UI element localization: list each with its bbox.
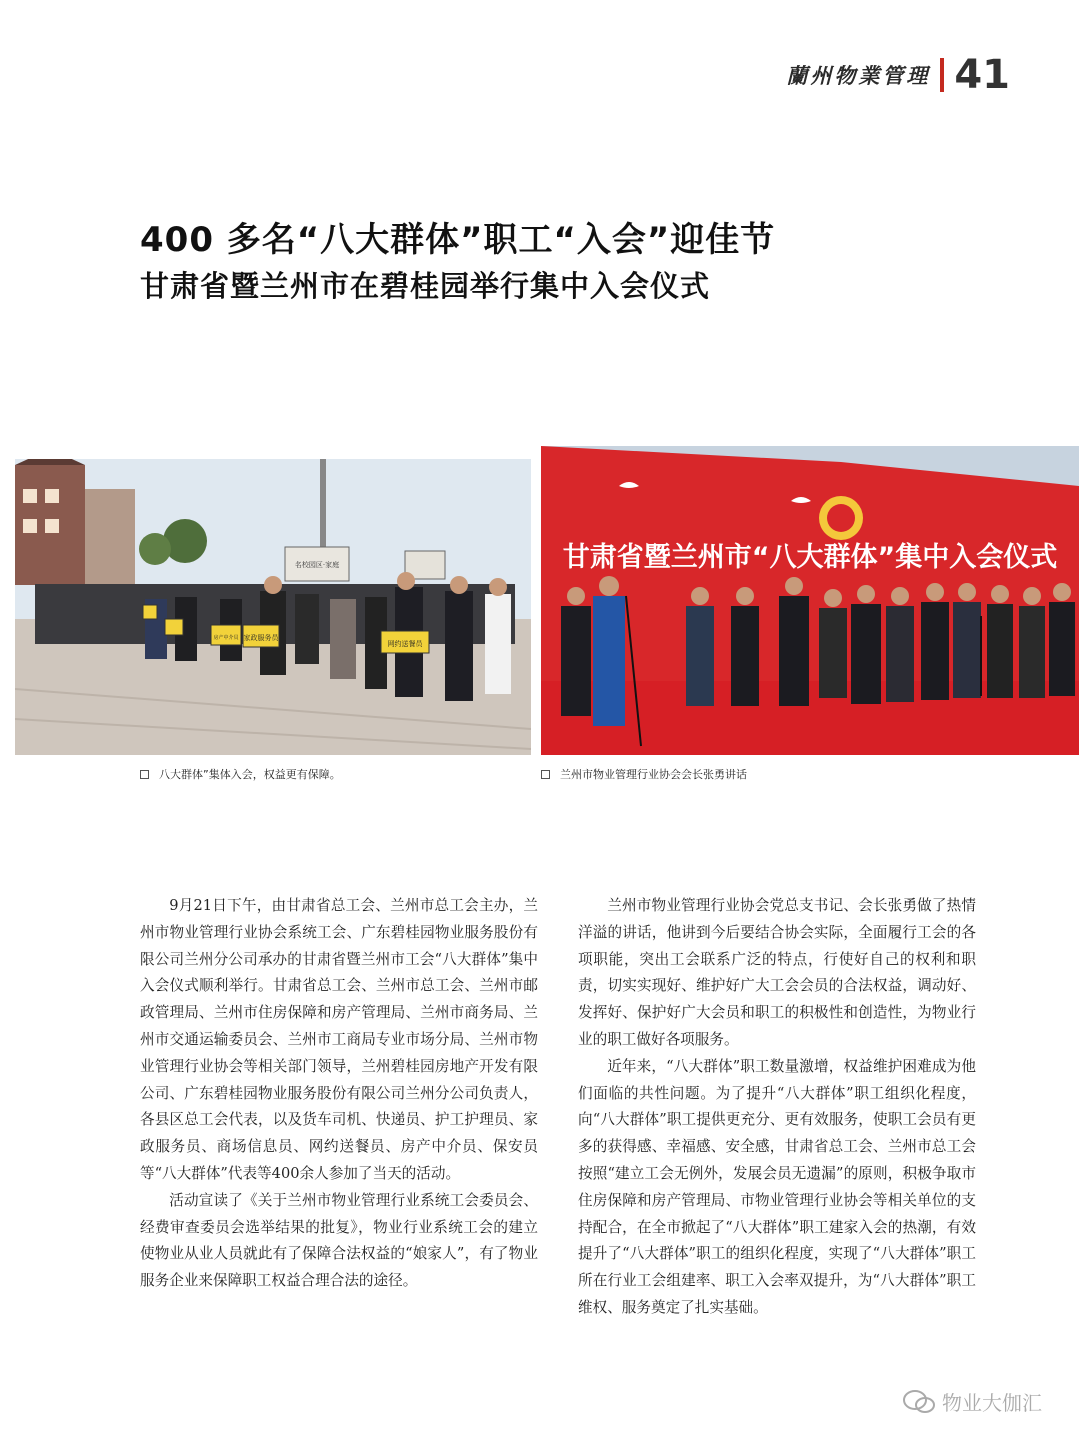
- billboard-text: 名校园区·家庭: [294, 561, 340, 569]
- paragraph: 活动宣读了《关于兰州市物业管理行业系统工会委员会、经费审查委员会选举结果的批复》，物业行业系统工会的建立使物业从业人员就此有了保障合法权益的“娘家人”，有了物业服务企业来保障职工权益合理合法的途径。: [140, 1191, 538, 1290]
- paragraph: 近年来，“八大群体”职工数量激增，权益维护困难成为他们面临的共性问题。为了提升“八大群体”职工组织化程度，向“八大群体”职工提供更充分、更有效服务，使职工会员有更多的获得感、幸福感、安全感，甘肃省总工会、兰州市总工会按照“建立工会无例外，发展会员无遗漏”的原则，积极争取市住房保障和房产管理局、市物业管理行业协会等相关单位的支持配合，在全市掀起了“八大群体”职工建家入会的热潮，有效提升了“八大群体”职工的组织化程度，实现了“八大群体”职工所在行业工会组建率、职工入会率双提升，为“八大群体”职工维权、服务奠定了扎实基础。: [578, 1057, 976, 1316]
- caption-right-text: 兰州市物业管理行业协会会长张勇讲话: [560, 768, 747, 781]
- wechat-icon: [902, 1389, 936, 1415]
- page-number: 41: [954, 52, 1010, 98]
- article-headline: 400 多名“八大群体”职工“入会”迎佳节: [140, 220, 776, 260]
- photo-stage-speech: [541, 446, 1079, 755]
- watermark: [902, 1387, 1042, 1416]
- caption-box-icon: [140, 770, 149, 779]
- banner-title: 甘肃省暨兰州市“八大群体”集中入会仪式: [562, 542, 1058, 573]
- article-subheadline: 甘肃省暨兰州市在碧桂园举行集中入会仪式: [140, 269, 711, 303]
- header-divider: [940, 58, 944, 92]
- caption-left-text: 八大群体”集体入会，权益更有保障。: [159, 768, 341, 781]
- sign-housekeeping: 家政服务员: [243, 634, 279, 642]
- caption-box-icon: [541, 770, 550, 779]
- body-column-left: [140, 893, 538, 1295]
- page-header: [786, 52, 1010, 98]
- caption-right: [541, 766, 747, 782]
- caption-left: [140, 766, 341, 782]
- sign-delivery: 网约送餐员: [387, 640, 423, 648]
- watermark-text: 物业大伽汇: [942, 1391, 1042, 1415]
- sign-realestate: 房产中介员: [213, 635, 239, 641]
- magazine-name: 蘭州物業管理: [786, 63, 931, 88]
- paragraph: 兰州市物业管理行业协会党总支书记、会长张勇做了热情洋溢的讲话，他讲到今后要结合协会实际，全面履行工会的各项职能，突出工会联系广泛的特点，行使好自己的权利和职责，切实实现好、维护好广大工会会员的合法权益，调动好、发挥好、保护好广大会员和职工的积极性和创造性，为物业行业的职工做好各项服务。: [578, 897, 976, 1048]
- paragraph: 9月21日下午，由甘肃省总工会、兰州市总工会主办，兰州市物业管理行业协会系统工会、广东碧桂园物业服务股份有限公司兰州分公司承办的甘肃省暨兰州市工会“八大群体”集中入会仪式顺利举行。甘肃省总工会、兰州市总工会、兰州市邮政管理局、兰州市住房保障和房产管理局、兰州市商务局、兰州市交通运输委员会、兰州市工商局专业市场分局、兰州市物业管理行业协会等相关部门领导，兰州碧桂园房地产开发有限公司、广东碧桂园物业服务股份有限公司兰州分公司负责人，各县区总工会代表，以及货车司机、快递员、护工护理员、家政服务员、商场信息员、网约送餐员、房产中介员、保安员等“八大群体”代表等400余人参加了当天的活动。: [140, 897, 538, 1182]
- body-column-right: [578, 893, 976, 1322]
- photo-crowd-ceremony: [15, 459, 531, 755]
